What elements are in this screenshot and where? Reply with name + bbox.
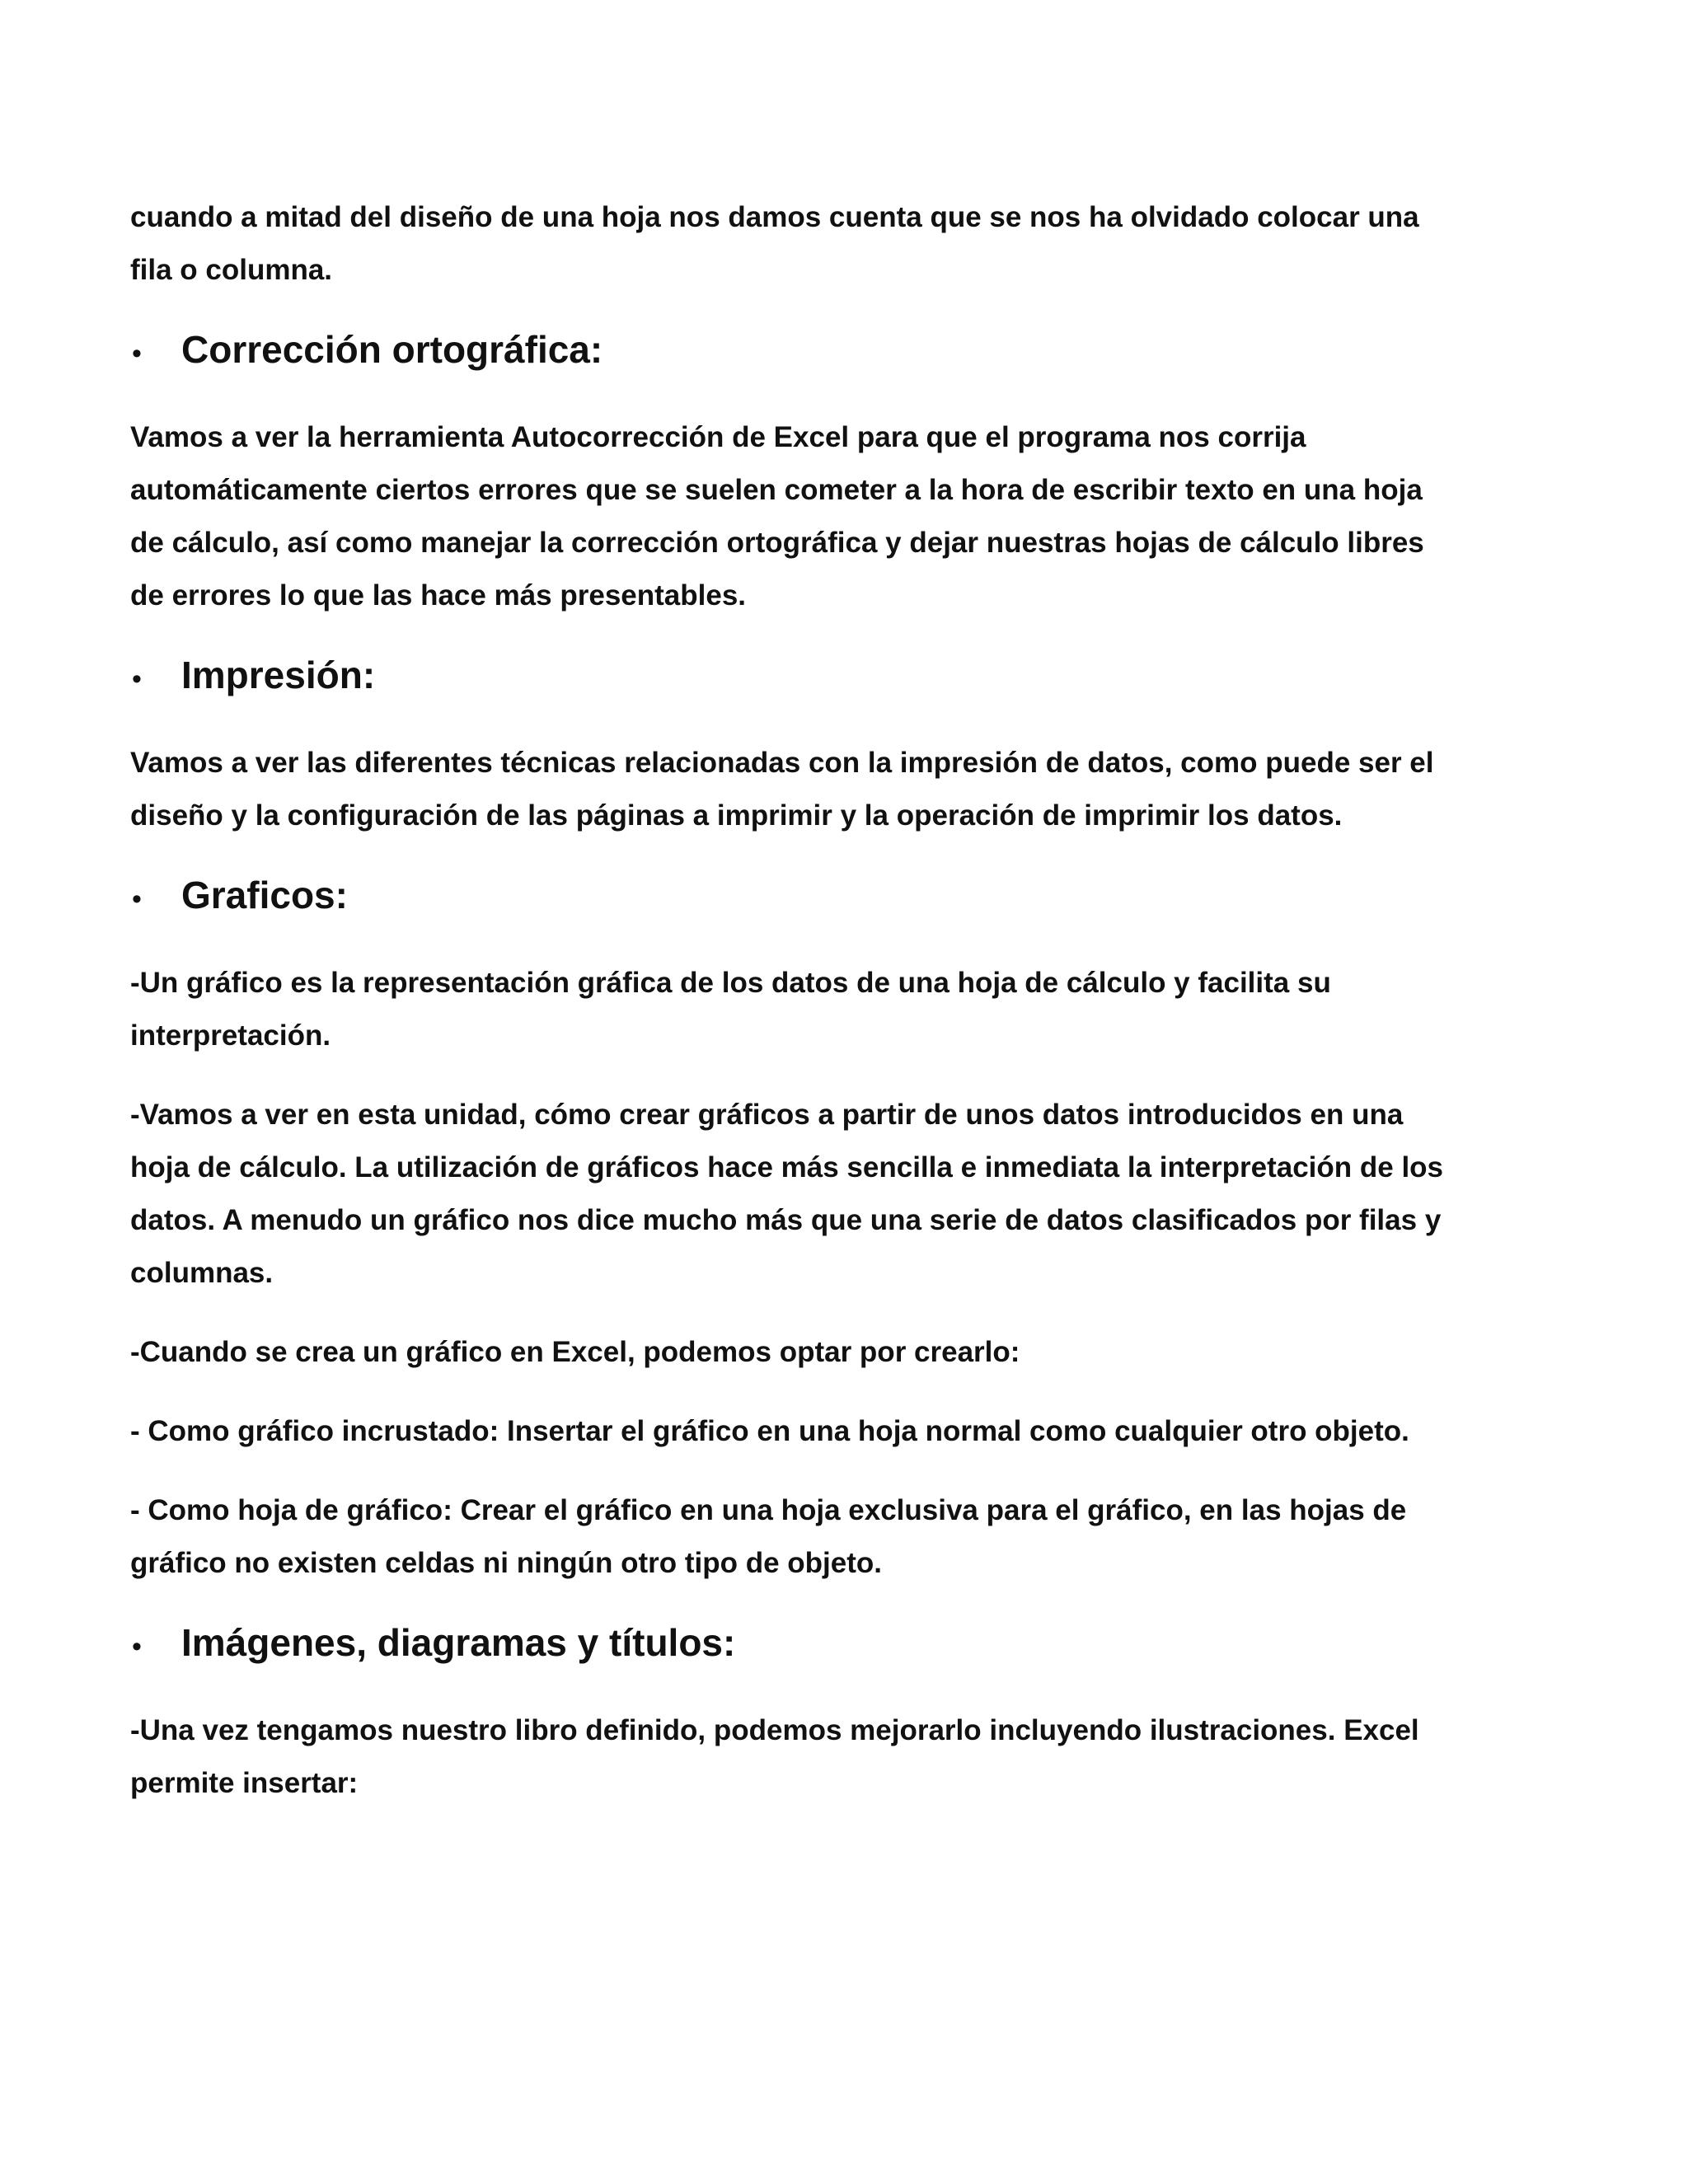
section-heading-impresion bbox=[130, 649, 1449, 705]
bullet-icon: • bbox=[132, 1631, 142, 1662]
paragraph-impresion: Vamos a ver las diferentes técnicas relacionadas con la impresión de datos, como puede ser el diseño y la configuración de las páginas a imprimir y la operación de imprimir los datos. bbox=[130, 747, 1434, 832]
bullet-icon: • bbox=[132, 883, 142, 915]
section-heading-imagenes bbox=[130, 1616, 1449, 1673]
section-heading-graficos bbox=[130, 869, 1449, 926]
paragraph-graficos-definicion: -Un gráfico es la representación gráfica de los datos de una hoja de cálculo y facilita su interpretación. bbox=[130, 967, 1331, 1052]
paragraph-intro-continuation: cuando a mitad del diseño de una hoja nos damos cuenta que se nos ha olvidado colocar una fila o columna. bbox=[130, 201, 1419, 286]
paragraph-grafico-incrustado: - Como gráfico incrustado: Insertar el gráfico en una hoja normal como cualquier otro objeto. bbox=[130, 1415, 1409, 1447]
bullet-icon: • bbox=[132, 338, 142, 369]
paragraph-graficos-opciones: -Cuando se crea un gráfico en Excel, podemos optar por crearlo: bbox=[130, 1336, 1020, 1368]
heading-text: Corrección ortográfica: bbox=[181, 328, 603, 371]
document-page bbox=[130, 191, 1449, 1836]
heading-text: Graficos: bbox=[181, 874, 348, 916]
paragraph-hoja-de-grafico: - Como hoja de gráfico: Crear el gráfico en una hoja exclusiva para el gráfico, en las hojas de gráfico no existen celdas ni ningún otro tipo de objeto. bbox=[130, 1494, 1407, 1579]
heading-text: Impresión: bbox=[181, 654, 376, 696]
paragraph-imagenes: -Una vez tengamos nuestro libro definido, podemos mejorarlo incluyendo ilustraciones. Excel permite insertar: bbox=[130, 1714, 1419, 1799]
paragraph-graficos-crear: -Vamos a ver en esta unidad, cómo crear gráficos a partir de unos datos introducidos en una hoja de cálculo. La utilización de gráficos hace más sencilla e inmediata la interpretación de los datos. A menudo un gráfico nos dice mucho más que una serie de datos clasificados por filas y columnas. bbox=[130, 1099, 1444, 1289]
paragraph-correccion: Vamos a ver la herramienta Autocorrección de Excel para que el programa nos corrija automáticamente ciertos errores que se suelen cometer a la hora de escribir texto en una hoja de cálculo, así como manejar la corrección ortográfica y dejar nuestras hojas de cálculo libres de errores lo que las hace más presentables. bbox=[130, 421, 1424, 612]
bullet-icon: • bbox=[132, 663, 142, 695]
heading-text: Imágenes, diagramas y títulos: bbox=[181, 1621, 736, 1664]
section-heading-correccion bbox=[130, 323, 1449, 380]
